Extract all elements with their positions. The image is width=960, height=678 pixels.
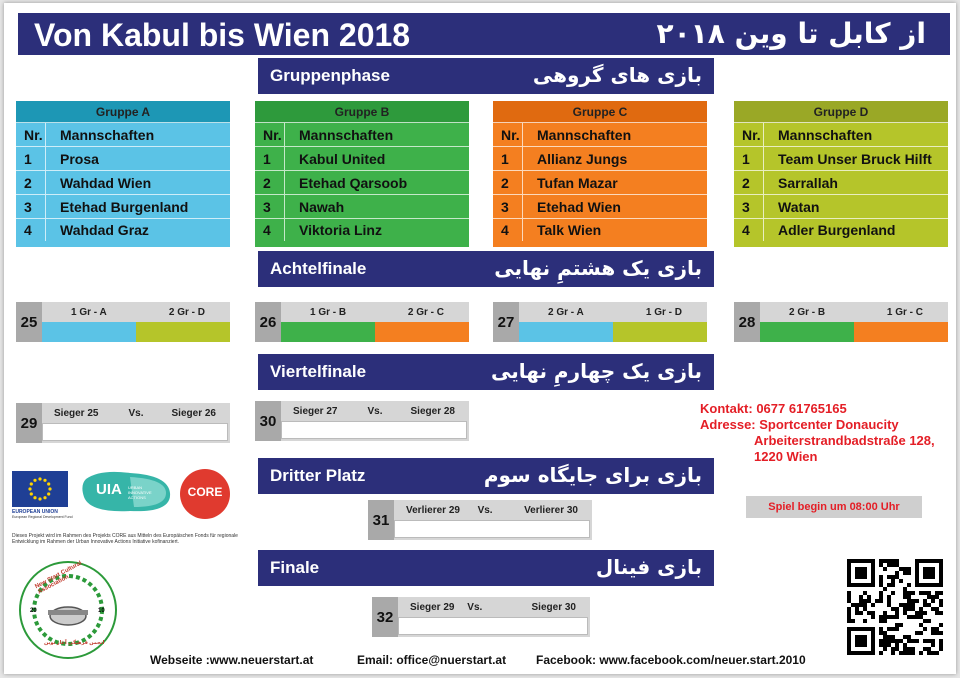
match-result-box	[281, 421, 467, 439]
team-name: Sarrallah	[778, 174, 838, 191]
team-row	[493, 147, 707, 171]
match-left-slot	[760, 322, 854, 342]
team-row	[255, 171, 469, 195]
team-row	[493, 171, 707, 195]
team-row	[734, 219, 948, 241]
group-c-table	[493, 101, 707, 247]
section-label-fa: بازی فینال	[595, 555, 702, 579]
team-row	[255, 195, 469, 219]
team-name: Wahdad Wien	[60, 174, 152, 191]
footer-website[interactable]: Webseite :www.neuerstart.at	[150, 653, 314, 667]
match-left-label: 2 Gr - A	[548, 307, 584, 318]
match-right-label: Sieger 28	[410, 406, 455, 417]
match-32	[372, 597, 590, 637]
match-right-label: 2 Gr - D	[168, 307, 205, 318]
team-name: Etehad Burgenland	[60, 198, 189, 215]
match-right-slot	[136, 322, 230, 342]
section-label-de: Dritter Platz	[270, 466, 366, 485]
match-26	[255, 302, 469, 342]
match-right-label: Sieger 26	[171, 408, 216, 419]
match-right-slot	[375, 322, 469, 342]
match-left-slot	[519, 322, 613, 342]
match-left-label: 1 Gr - A	[71, 307, 107, 318]
match-31	[368, 500, 592, 540]
match-left-label: Sieger 27	[293, 406, 338, 417]
team-name: Adler Burgenland	[778, 222, 896, 238]
match-28	[734, 302, 948, 342]
match-left-slot	[42, 322, 136, 342]
match-left-label: Verlierer 29	[406, 505, 460, 516]
team-row	[734, 171, 948, 195]
team-nr: 3	[16, 195, 46, 218]
uia-logo-icon	[80, 469, 174, 515]
match-29	[16, 403, 230, 443]
match-result-box	[42, 423, 228, 441]
team-nr: 3	[255, 195, 285, 218]
team-nr: 2	[255, 171, 285, 194]
teams-header: Mannschaften	[537, 126, 632, 143]
eu-sublabel: European Regional Development Fund	[12, 515, 73, 519]
footer-facebook[interactable]: Facebook: www.facebook.com/neuer.start.2010	[536, 653, 806, 667]
team-name: Nawah	[299, 198, 345, 215]
team-row	[493, 219, 707, 241]
team-nr: 4	[16, 219, 46, 241]
team-nr: 4	[255, 219, 285, 241]
association-year-left: 20	[30, 608, 37, 614]
uia-label: UIA	[96, 481, 122, 498]
uia-sublabel: URBAN INNOVATIVE ACTIONS	[128, 485, 152, 500]
match-number: 27	[493, 302, 519, 342]
match-27	[493, 302, 707, 342]
nr-header: Nr.	[493, 123, 523, 146]
match-vs-label: Vs.	[128, 408, 144, 419]
match-number: 25	[16, 302, 42, 342]
match-left-label: Sieger 29	[410, 602, 455, 613]
match-25	[16, 302, 230, 342]
team-row	[255, 219, 469, 241]
section-label-fa: بازی برای جایگاه سوم	[483, 463, 702, 487]
contact-block	[700, 401, 950, 465]
team-nr: 4	[493, 219, 523, 241]
team-row	[16, 171, 230, 195]
section-label-fa: بازی یک هشتمِ نهایی	[494, 256, 702, 280]
funding-note: Dieses Projekt wird im Rahmen des Projekts CORE aus Mitteln des Europäischen Fonds für regionale Entwicklung im Rahmen der Urban Innovative Actions Initiative kofinanziert.	[12, 533, 238, 545]
eu-flag-icon	[12, 471, 68, 507]
core-label: CORE	[187, 485, 223, 499]
title-persian: از کابل تا وین ۲۰۱۸	[656, 17, 926, 50]
match-vs-label: Vs.	[367, 406, 383, 417]
team-nr: 2	[734, 171, 764, 194]
team-nr: 1	[255, 147, 285, 170]
section-label-de: Achtelfinale	[270, 259, 367, 278]
team-name: Allianz Jungs	[537, 150, 628, 167]
match-30	[255, 401, 469, 441]
section-label-fa: بازی های گروهی	[532, 63, 702, 87]
nr-header: Nr.	[255, 123, 285, 146]
association-year-right: 10	[98, 608, 105, 614]
section-quarterfinal	[258, 354, 714, 390]
title-bar	[18, 13, 950, 55]
team-row	[734, 147, 948, 171]
team-row	[16, 147, 230, 171]
match-number: 31	[368, 500, 394, 540]
section-label-de: Viertelfinale	[270, 362, 367, 381]
section-final	[258, 550, 714, 586]
section-label-de: Finale	[270, 558, 320, 577]
team-name: Prosa	[60, 150, 99, 167]
match-right-label: Sieger 30	[531, 602, 576, 613]
core-logo-icon	[180, 469, 230, 519]
group-name: Gruppe D	[734, 101, 948, 123]
team-row	[16, 219, 230, 241]
qr-code-icon[interactable]	[847, 559, 943, 655]
match-right-label: Verlierer 30	[524, 505, 578, 516]
poster	[4, 3, 956, 674]
nr-header: Nr.	[16, 123, 46, 146]
team-name: Wahdad Graz	[60, 222, 149, 238]
group-name: Gruppe C	[493, 101, 707, 123]
team-row	[16, 195, 230, 219]
match-right-slot	[613, 322, 707, 342]
group-name: Gruppe B	[255, 101, 469, 123]
section-group-stage	[258, 58, 714, 94]
team-name: Tufan Mazar	[537, 174, 618, 191]
team-name: Talk Wien	[537, 222, 602, 238]
team-nr: 3	[493, 195, 523, 218]
team-name: Kabul United	[299, 150, 386, 167]
match-vs-label: Vs.	[477, 505, 493, 516]
match-vs-label: Vs.	[467, 602, 483, 613]
match-result-box	[398, 617, 588, 635]
group-header-row	[734, 123, 948, 147]
section-third-place	[258, 458, 714, 494]
team-nr: 2	[493, 171, 523, 194]
section-round-of-16	[258, 251, 714, 287]
match-number: 26	[255, 302, 281, 342]
association-name: New Start Cultural Association	[34, 560, 83, 596]
contact-address-3: 1220 Wien	[754, 449, 818, 464]
contact-address-2: Arbeiterstrandbadstraße 128,	[754, 433, 935, 448]
team-name: Watan	[778, 198, 820, 215]
teams-header: Mannschaften	[299, 126, 394, 143]
team-nr: 1	[493, 147, 523, 170]
group-b-table	[255, 101, 469, 247]
group-name: Gruppe A	[16, 101, 230, 123]
match-left-label: Sieger 25	[54, 408, 99, 419]
start-time-note: Spiel begin um 08:00 Uhr	[746, 496, 922, 518]
match-right-label: 2 Gr - C	[407, 307, 444, 318]
contact-phone: Kontakt: 0677 61765165	[700, 401, 847, 416]
team-nr: 2	[16, 171, 46, 194]
eu-label: EUROPEAN UNION	[12, 509, 58, 515]
match-left-label: 2 Gr - B	[789, 307, 826, 318]
group-d-table	[734, 101, 948, 247]
team-name: Etehad Wien	[537, 198, 621, 215]
team-row	[493, 195, 707, 219]
team-nr: 1	[734, 147, 764, 170]
group-header-row	[16, 123, 230, 147]
nr-header: Nr.	[734, 123, 764, 146]
match-result-box	[394, 520, 590, 538]
team-nr: 4	[734, 219, 764, 241]
match-right-label: 1 Gr - D	[645, 307, 682, 318]
match-right-label: 1 Gr - C	[886, 307, 923, 318]
team-row	[255, 147, 469, 171]
association-persian: انجمن فرهنگی آغاز نوین	[44, 640, 105, 646]
team-nr: 3	[734, 195, 764, 218]
match-left-slot	[281, 322, 375, 342]
team-nr: 1	[16, 147, 46, 170]
group-header-row	[255, 123, 469, 147]
team-name: Viktoria Linz	[299, 222, 382, 238]
match-number: 30	[255, 401, 281, 441]
association-logo-icon	[18, 560, 118, 660]
match-number: 28	[734, 302, 760, 342]
team-name: Team Unser Bruck Hilft	[778, 150, 932, 167]
match-number: 29	[16, 403, 42, 443]
section-label-de: Gruppenphase	[270, 66, 390, 85]
section-label-fa: بازی یک چهارمِ نهایی	[490, 359, 702, 383]
eu-logo	[12, 471, 76, 519]
footer-email[interactable]: Email: office@nuerstart.at	[357, 653, 507, 667]
match-left-label: 1 Gr - B	[310, 307, 347, 318]
team-name: Etehad Qarsoob	[299, 174, 408, 191]
match-right-slot	[854, 322, 948, 342]
team-row	[734, 195, 948, 219]
group-header-row	[493, 123, 707, 147]
match-number: 32	[372, 597, 398, 637]
group-a-table	[16, 101, 230, 247]
title-german: Von Kabul bis Wien 2018	[34, 17, 411, 53]
teams-header: Mannschaften	[778, 126, 873, 143]
contact-address-1: Adresse: Sportcenter Donaucity	[700, 417, 899, 432]
teams-header: Mannschaften	[60, 126, 155, 143]
